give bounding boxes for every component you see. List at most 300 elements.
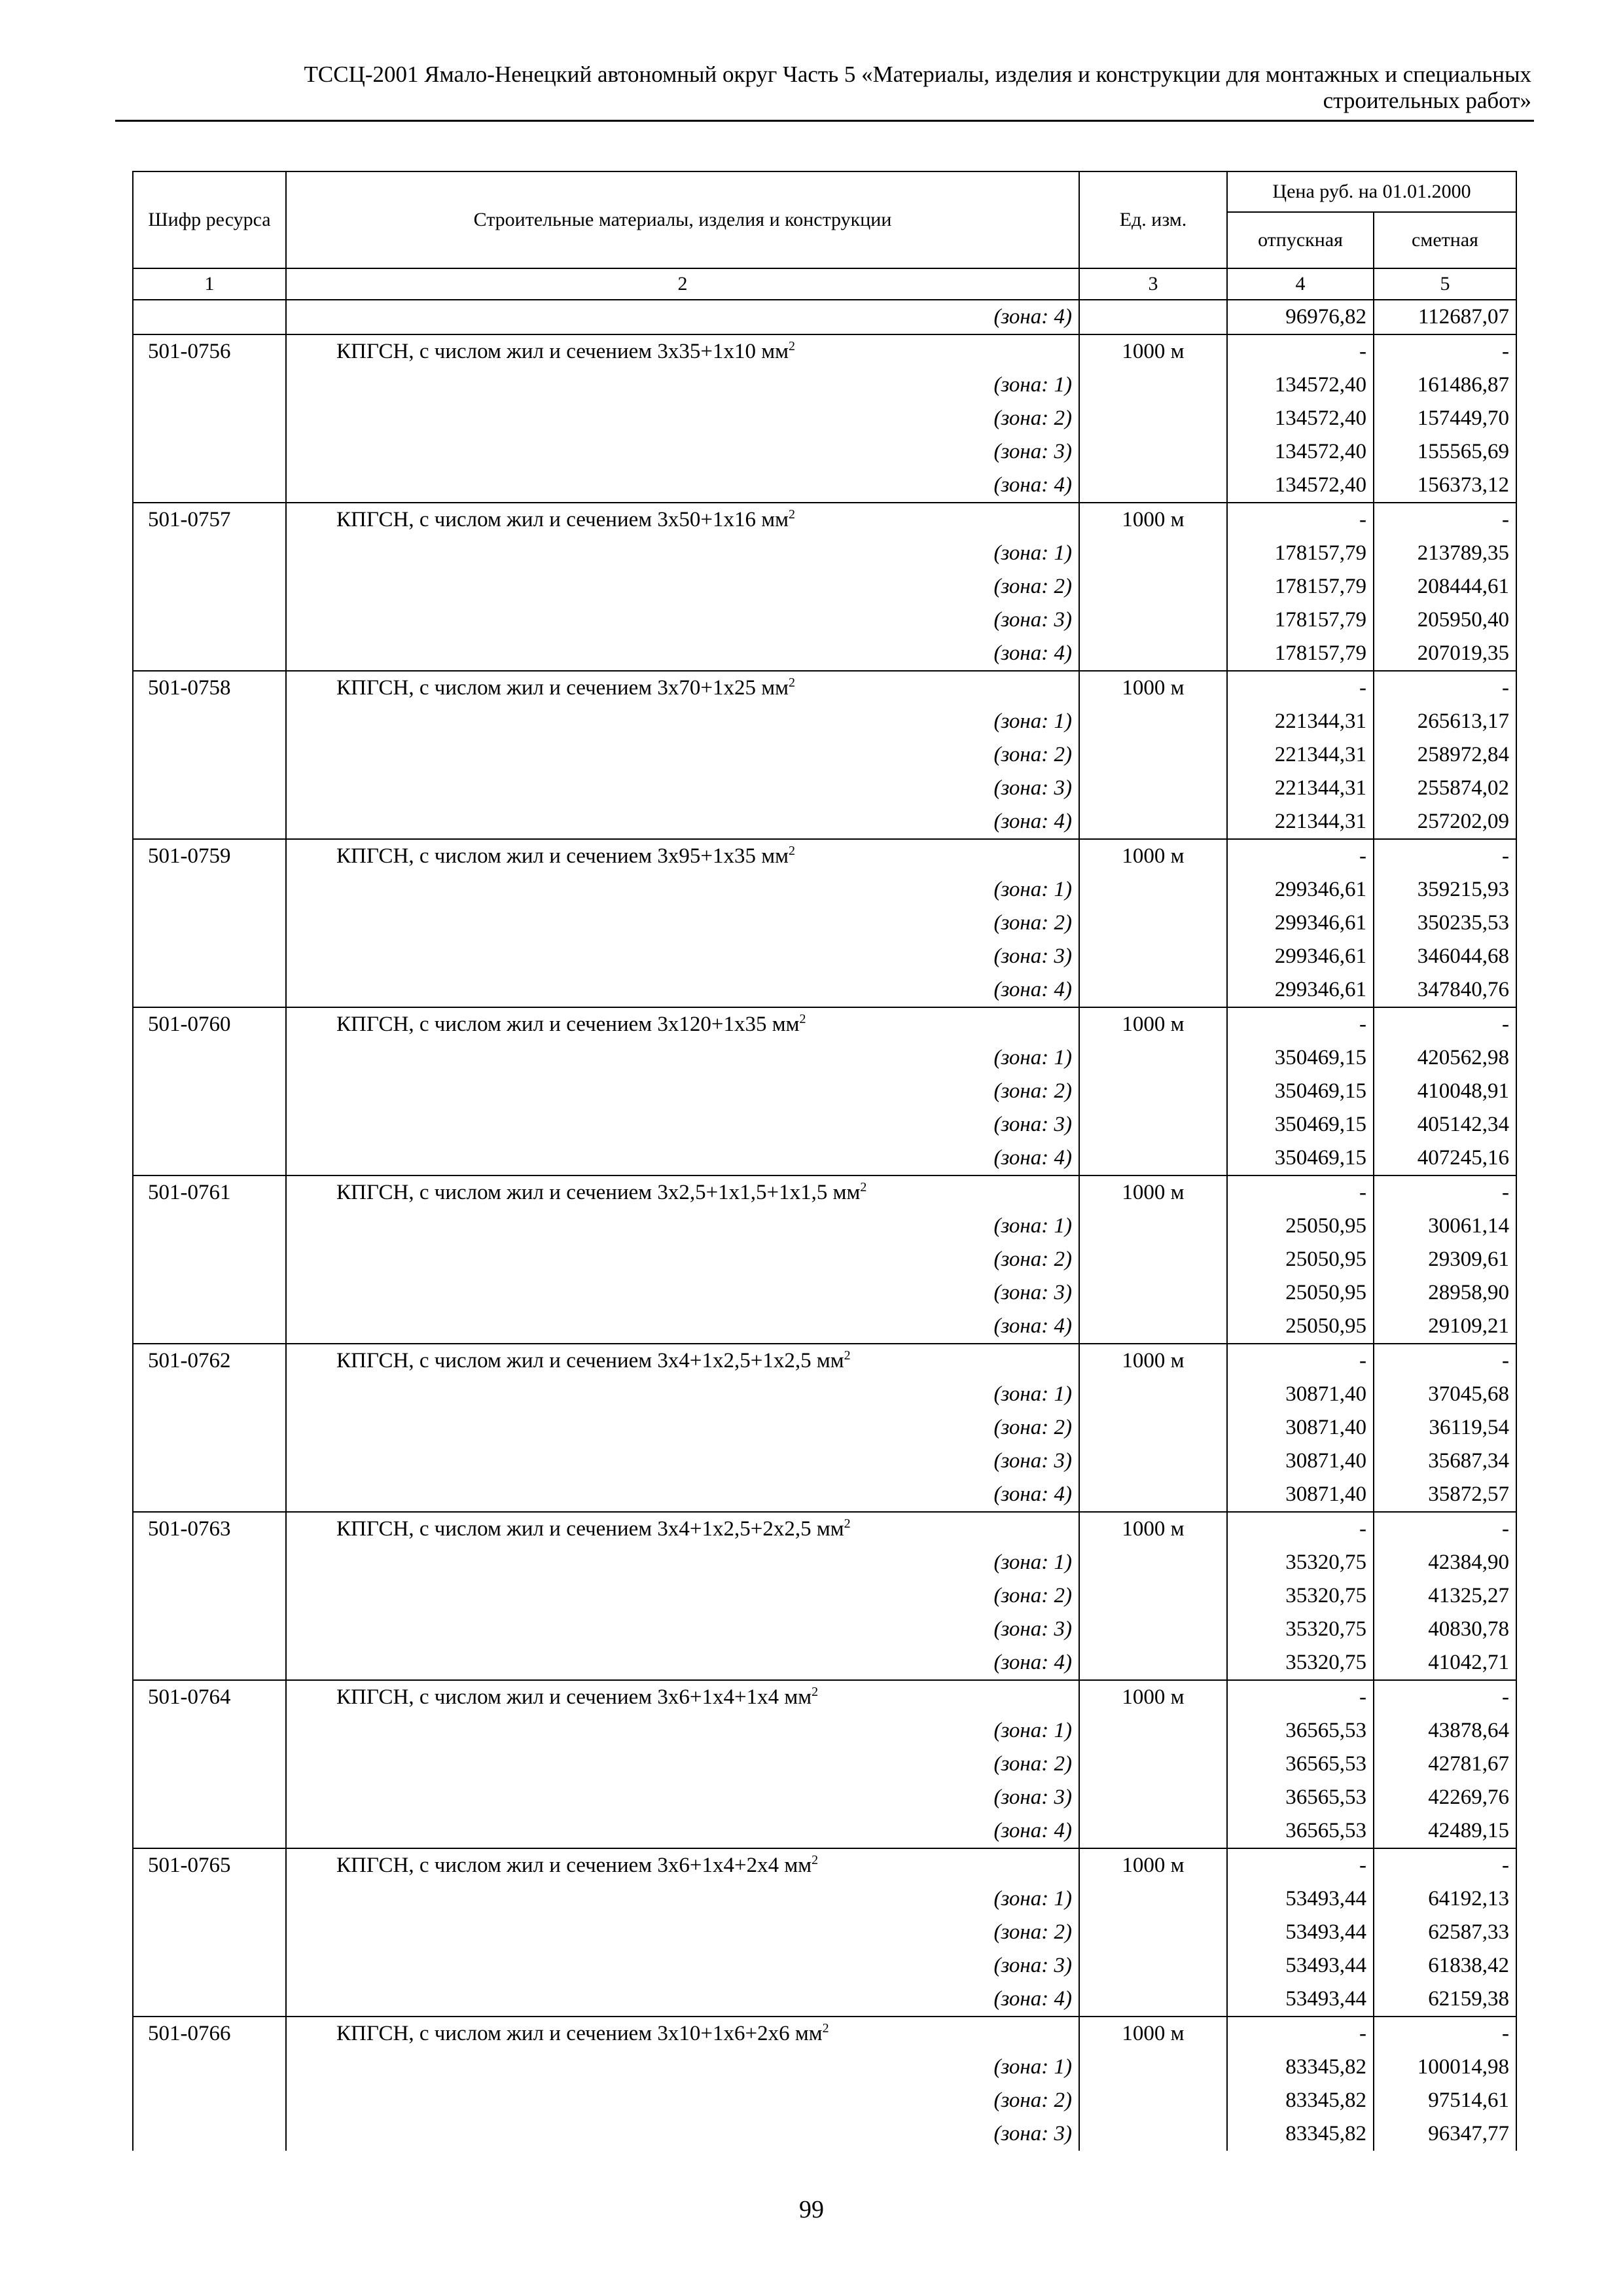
zone-label: (зона: 3) <box>286 435 1079 469</box>
zone-row <box>133 1210 1516 1243</box>
material-name <box>286 503 1079 537</box>
zone-row <box>133 1916 1516 1949</box>
release-price: - <box>1227 1175 1374 1210</box>
resource-code-cell <box>133 940 286 973</box>
material-name <box>286 1512 1079 1546</box>
unit-cell <box>1079 906 1227 940</box>
resource-code: 501-0756 <box>133 334 286 368</box>
zone-label: (зона: 2) <box>286 2084 1079 2117</box>
material-name <box>286 334 1079 368</box>
estimate-price: 359215,93 <box>1374 873 1516 906</box>
zone-label: (зона: 1) <box>286 705 1079 738</box>
material-name-text: КПГСН, с числом жил и сечением 3х120+1х35 мм <box>336 1013 800 1036</box>
unit-cell <box>1079 1075 1227 1108</box>
zone-label: (зона: 1) <box>286 537 1079 570</box>
zone-label: (зона: 4) <box>286 805 1079 839</box>
table-row <box>133 1848 1516 1882</box>
resource-code-cell <box>133 435 286 469</box>
estimate-price: 97514,61 <box>1374 2084 1516 2117</box>
zone-row <box>133 1041 1516 1075</box>
zone-label: (зона: 3) <box>286 2117 1079 2151</box>
superscript: 2 <box>822 2021 829 2036</box>
page-header <box>118 62 1531 115</box>
estimate-price: 42269,76 <box>1374 1781 1516 1814</box>
unit-cell <box>1079 1613 1227 1646</box>
resource-code-cell <box>133 1982 286 2017</box>
release-price: 36565,53 <box>1227 1714 1374 1748</box>
zone-label: (зона: 2) <box>286 1748 1079 1781</box>
col-number: 3 <box>1079 268 1227 300</box>
estimate-price: 96347,77 <box>1374 2117 1516 2151</box>
table-row <box>133 334 1516 368</box>
estimate-price: 255874,02 <box>1374 772 1516 805</box>
unit-cell <box>1079 973 1227 1007</box>
estimate-price: 213789,35 <box>1374 537 1516 570</box>
resource-code-cell <box>133 469 286 503</box>
zone-label: (зона: 3) <box>286 772 1079 805</box>
zone-row <box>133 1949 1516 1982</box>
table-row <box>133 1680 1516 1714</box>
resource-code-cell <box>133 1714 286 1748</box>
resource-code-cell <box>133 738 286 772</box>
resource-code-cell <box>133 1613 286 1646</box>
release-price: - <box>1227 1512 1374 1546</box>
col-number: 5 <box>1374 268 1516 300</box>
resource-code-cell <box>133 1276 286 1310</box>
release-price: - <box>1227 671 1374 705</box>
superscript: 2 <box>789 507 796 522</box>
resource-code: 501-0759 <box>133 839 286 873</box>
estimate-price: 36119,54 <box>1374 1411 1516 1444</box>
material-name-text: КПГСН, с числом жил и сечением 3х4+1х2,5+1х2,5 мм <box>336 1349 844 1372</box>
release-price: 350469,15 <box>1227 1041 1374 1075</box>
resource-code-cell <box>133 1210 286 1243</box>
zone-row <box>133 1411 1516 1444</box>
unit-cell <box>1079 2084 1227 2117</box>
unit-cell <box>1079 2117 1227 2151</box>
release-price: 350469,15 <box>1227 1141 1374 1175</box>
estimate-price: 29309,61 <box>1374 1243 1516 1276</box>
zone-row <box>133 435 1516 469</box>
unit-cell <box>1079 603 1227 637</box>
release-price: 36565,53 <box>1227 1748 1374 1781</box>
estimate-price: 346044,68 <box>1374 940 1516 973</box>
zone-row <box>133 570 1516 603</box>
header-title-line1: ТССЦ-2001 Ямало-Ненецкий автономный округ Часть 5 «Материалы, изделия и конструкции для монтажных и специальных <box>304 62 1531 87</box>
zone-row <box>133 1546 1516 1579</box>
estimate-price: 420562,98 <box>1374 1041 1516 1075</box>
estimate-price: - <box>1374 2017 1516 2051</box>
zone-row <box>133 402 1516 435</box>
zone-label: (зона: 4) <box>286 1478 1079 1512</box>
zone-label: (зона: 2) <box>286 1411 1079 1444</box>
unit-cell <box>1079 1814 1227 1848</box>
release-price: 53493,44 <box>1227 1949 1374 1982</box>
zone-label: (зона: 1) <box>286 1882 1079 1916</box>
material-name <box>286 671 1079 705</box>
resource-code: 501-0760 <box>133 1007 286 1041</box>
unit-cell: 1000 м <box>1079 1512 1227 1546</box>
estimate-price: - <box>1374 1007 1516 1041</box>
zone-label: (зона: 4) <box>286 1310 1079 1344</box>
release-price: 83345,82 <box>1227 2084 1374 2117</box>
unit-cell <box>1079 469 1227 503</box>
release-price: 134572,40 <box>1227 368 1374 402</box>
resource-code-cell <box>133 1814 286 1848</box>
zone-row <box>133 603 1516 637</box>
zone-row <box>133 873 1516 906</box>
col-header-unit: Ед. изм. <box>1079 171 1227 268</box>
unit-cell <box>1079 1949 1227 1982</box>
table-header <box>133 171 1516 300</box>
estimate-price: 62587,33 <box>1374 1916 1516 1949</box>
resource-code: 501-0765 <box>133 1848 286 1882</box>
estimate-price: 61838,42 <box>1374 1949 1516 1982</box>
unit-cell: 1000 м <box>1079 1848 1227 1882</box>
zone-label: (зона: 4) <box>286 1814 1079 1848</box>
resource-code-cell <box>133 1546 286 1579</box>
estimate-price: 29109,21 <box>1374 1310 1516 1344</box>
zone-label: (зона: 3) <box>286 1276 1079 1310</box>
release-price: 30871,40 <box>1227 1411 1374 1444</box>
resource-code-cell <box>133 2084 286 2117</box>
estimate-price: 208444,61 <box>1374 570 1516 603</box>
release-price: 350469,15 <box>1227 1075 1374 1108</box>
zone-label: (зона: 1) <box>286 1041 1079 1075</box>
estimate-price: 35687,34 <box>1374 1444 1516 1478</box>
estimate-price: 410048,91 <box>1374 1075 1516 1108</box>
material-name-text: КПГСН, с числом жил и сечением 3х50+1х16 мм <box>336 508 789 531</box>
resource-code-cell <box>133 603 286 637</box>
estimate-price: - <box>1374 1512 1516 1546</box>
zone-label: (зона: 1) <box>286 873 1079 906</box>
superscript: 2 <box>789 675 796 690</box>
resource-code-cell <box>133 772 286 805</box>
superscript: 2 <box>812 1853 819 1867</box>
release-price: 35320,75 <box>1227 1613 1374 1646</box>
zone-row <box>133 1613 1516 1646</box>
unit-cell: 1000 м <box>1079 671 1227 705</box>
zone-label: (зона: 4) <box>286 469 1079 503</box>
zone-label: (зона: 2) <box>286 906 1079 940</box>
zone-label: (зона: 3) <box>286 1613 1079 1646</box>
col-number: 2 <box>286 268 1079 300</box>
material-name <box>286 1344 1079 1378</box>
unit-cell <box>1079 1243 1227 1276</box>
zone-label: (зона: 4) <box>286 1141 1079 1175</box>
zone-label: (зона: 4) <box>286 973 1079 1007</box>
zone-label: (зона: 3) <box>286 940 1079 973</box>
release-price: 134572,40 <box>1227 435 1374 469</box>
resource-code: 501-0762 <box>133 1344 286 1378</box>
estimate-price: - <box>1374 503 1516 537</box>
estimate-price: 258972,84 <box>1374 738 1516 772</box>
unit-cell: 1000 м <box>1079 839 1227 873</box>
release-price: 96976,82 <box>1227 300 1374 334</box>
release-price: 53493,44 <box>1227 1982 1374 2017</box>
zone-row <box>133 1075 1516 1108</box>
estimate-price: 42384,90 <box>1374 1546 1516 1579</box>
zone-row <box>133 2051 1516 2084</box>
resource-code-cell <box>133 1748 286 1781</box>
resource-code-cell <box>133 1882 286 1916</box>
release-price: 53493,44 <box>1227 1916 1374 1949</box>
release-price: 25050,95 <box>1227 1210 1374 1243</box>
zone-row <box>133 705 1516 738</box>
estimate-price: 41325,27 <box>1374 1579 1516 1613</box>
price-table <box>132 171 1517 2151</box>
resource-code: 501-0757 <box>133 503 286 537</box>
resource-code-cell <box>133 1310 286 1344</box>
unit-cell <box>1079 402 1227 435</box>
material-name-text: КПГСН, с числом жил и сечением 3х35+1х10 мм <box>336 340 789 363</box>
estimate-price: 207019,35 <box>1374 637 1516 671</box>
resource-code-cell <box>133 1646 286 1680</box>
estimate-price: 40830,78 <box>1374 1613 1516 1646</box>
col-header-price-group: Цена руб. на 01.01.2000 <box>1227 171 1516 212</box>
resource-code-cell <box>133 1411 286 1444</box>
resource-code-cell <box>133 570 286 603</box>
unit-cell <box>1079 368 1227 402</box>
zone-label: (зона: 2) <box>286 1075 1079 1108</box>
unit-cell <box>1079 1982 1227 2017</box>
estimate-price: 30061,14 <box>1374 1210 1516 1243</box>
col-header-name: Строительные материалы, изделия и конструкции <box>286 171 1079 268</box>
zone-label: (зона: 1) <box>286 1714 1079 1748</box>
table-row <box>133 671 1516 705</box>
release-price: 299346,61 <box>1227 873 1374 906</box>
estimate-price: - <box>1374 1175 1516 1210</box>
zone-label: (зона: 2) <box>286 738 1079 772</box>
col-header-release: отпускная <box>1227 212 1374 268</box>
zone-row <box>133 1243 1516 1276</box>
estimate-price: 257202,09 <box>1374 805 1516 839</box>
resource-code-cell <box>133 1949 286 1982</box>
superscript: 2 <box>860 1180 867 1194</box>
material-name-text: КПГСН, с числом жил и сечением 3х2,5+1х1,5+1х1,5 мм <box>336 1181 861 1204</box>
unit-cell <box>1079 705 1227 738</box>
unit-cell: 1000 м <box>1079 503 1227 537</box>
col-header-code: Шифр ресурса <box>133 171 286 268</box>
resource-code-cell <box>133 1444 286 1478</box>
zone-label: (зона: 4) <box>286 1982 1079 2017</box>
estimate-price: - <box>1374 1680 1516 1714</box>
estimate-price: 157449,70 <box>1374 402 1516 435</box>
release-price: 134572,40 <box>1227 402 1374 435</box>
unit-cell <box>1079 738 1227 772</box>
unit-cell <box>1079 1748 1227 1781</box>
material-name-text: КПГСН, с числом жил и сечением 3х6+1х4+2х4 мм <box>336 1854 812 1877</box>
release-price: - <box>1227 1680 1374 1714</box>
unit-cell <box>1079 1444 1227 1478</box>
resource-code-cell <box>133 1579 286 1613</box>
zone-label: (зона: 4) <box>286 1646 1079 1680</box>
unit-cell <box>1079 2051 1227 2084</box>
release-price: - <box>1227 2017 1374 2051</box>
material-name <box>286 1848 1079 1882</box>
estimate-price: 28958,90 <box>1374 1276 1516 1310</box>
zone-row <box>133 368 1516 402</box>
unit-cell: 1000 м <box>1079 1344 1227 1378</box>
zone-label: (зона: 4) <box>286 300 1079 334</box>
unit-cell: 1000 м <box>1079 2017 1227 2051</box>
resource-code-cell <box>133 1781 286 1814</box>
release-price: 221344,31 <box>1227 705 1374 738</box>
release-price: 178157,79 <box>1227 637 1374 671</box>
zone-row <box>133 940 1516 973</box>
unit-cell <box>1079 1478 1227 1512</box>
release-price: 83345,82 <box>1227 2051 1374 2084</box>
estimate-price: 62159,38 <box>1374 1982 1516 2017</box>
release-price: 178157,79 <box>1227 570 1374 603</box>
material-name <box>286 1680 1079 1714</box>
estimate-price: 35872,57 <box>1374 1478 1516 1512</box>
zone-label: (зона: 2) <box>286 1579 1079 1613</box>
superscript: 2 <box>844 1516 851 1531</box>
zone-row <box>133 537 1516 570</box>
resource-code-cell <box>133 368 286 402</box>
resource-code-cell <box>133 1378 286 1411</box>
unit-cell <box>1079 1041 1227 1075</box>
unit-cell <box>1079 570 1227 603</box>
zone-row <box>133 1579 1516 1613</box>
zone-row <box>133 1444 1516 1478</box>
resource-code-cell <box>133 906 286 940</box>
release-price: 83345,82 <box>1227 2117 1374 2151</box>
material-name <box>286 839 1079 873</box>
resource-code: 501-0764 <box>133 1680 286 1714</box>
unit-cell <box>1079 1276 1227 1310</box>
zone-row <box>133 1478 1516 1512</box>
release-price: 350469,15 <box>1227 1108 1374 1141</box>
zone-label: (зона: 2) <box>286 570 1079 603</box>
unit-cell <box>1079 772 1227 805</box>
zone-row <box>133 1378 1516 1411</box>
estimate-price: - <box>1374 671 1516 705</box>
superscript: 2 <box>789 844 796 858</box>
release-price: 30871,40 <box>1227 1444 1374 1478</box>
resource-code-cell <box>133 705 286 738</box>
material-name-text: КПГСН, с числом жил и сечением 3х6+1х4+1х4 мм <box>336 1685 812 1709</box>
estimate-price: 350235,53 <box>1374 906 1516 940</box>
resource-code-cell <box>133 1041 286 1075</box>
unit-cell <box>1079 1310 1227 1344</box>
table-row <box>133 1175 1516 1210</box>
unit-cell <box>1079 1781 1227 1814</box>
estimate-price: - <box>1374 839 1516 873</box>
estimate-price: 405142,34 <box>1374 1108 1516 1141</box>
zone-row <box>133 973 1516 1007</box>
resource-code-cell <box>133 2117 286 2151</box>
header-rule <box>115 120 1534 122</box>
resource-code: 501-0766 <box>133 2017 286 2051</box>
zone-row <box>133 1781 1516 1814</box>
zone-label: (зона: 1) <box>286 2051 1079 2084</box>
unit-cell: 1000 м <box>1079 334 1227 368</box>
unit-cell: 1000 м <box>1079 1175 1227 1210</box>
release-price: 35320,75 <box>1227 1579 1374 1613</box>
zone-row <box>133 1982 1516 2017</box>
estimate-price: 156373,12 <box>1374 469 1516 503</box>
superscript: 2 <box>844 1348 851 1363</box>
table-row <box>133 1007 1516 1041</box>
release-price: 25050,95 <box>1227 1276 1374 1310</box>
resource-code-cell <box>133 402 286 435</box>
resource-code-cell <box>133 1141 286 1175</box>
superscript: 2 <box>799 1012 806 1026</box>
zone-row <box>133 906 1516 940</box>
unit-cell <box>1079 537 1227 570</box>
superscript: 2 <box>812 1685 819 1699</box>
unit-cell <box>1079 1882 1227 1916</box>
resource-code-cell <box>133 300 286 334</box>
unit-cell <box>1079 1916 1227 1949</box>
unit-cell <box>1079 1579 1227 1613</box>
unit-cell <box>1079 1108 1227 1141</box>
unit-cell <box>1079 873 1227 906</box>
estimate-price: 347840,76 <box>1374 973 1516 1007</box>
release-price: 221344,31 <box>1227 805 1374 839</box>
release-price: 30871,40 <box>1227 1478 1374 1512</box>
unit-cell <box>1079 435 1227 469</box>
release-price: 36565,53 <box>1227 1814 1374 1848</box>
zone-label: (зона: 1) <box>286 1210 1079 1243</box>
resource-code-cell <box>133 1478 286 1512</box>
table-row <box>133 1344 1516 1378</box>
resource-code-cell <box>133 1916 286 1949</box>
material-name-text: КПГСН, с числом жил и сечением 3х10+1х6+2х6 мм <box>336 2022 823 2045</box>
table-row <box>133 300 1516 334</box>
estimate-price: 407245,16 <box>1374 1141 1516 1175</box>
resource-code-cell <box>133 537 286 570</box>
unit-cell <box>1079 1714 1227 1748</box>
zone-row <box>133 1882 1516 1916</box>
zone-row <box>133 469 1516 503</box>
zone-row <box>133 1310 1516 1344</box>
table-body <box>133 300 1516 2151</box>
resource-code: 501-0761 <box>133 1175 286 1210</box>
zone-label: (зона: 3) <box>286 1781 1079 1814</box>
release-price: 53493,44 <box>1227 1882 1374 1916</box>
table-row <box>133 503 1516 537</box>
material-name <box>286 1175 1079 1210</box>
resource-code-cell <box>133 1243 286 1276</box>
page-number: 99 <box>799 2196 824 2223</box>
unit-cell: 1000 м <box>1079 1680 1227 1714</box>
release-price: 221344,31 <box>1227 772 1374 805</box>
release-price: 178157,79 <box>1227 603 1374 637</box>
superscript: 2 <box>789 339 796 353</box>
resource-code-cell <box>133 1075 286 1108</box>
zone-label: (зона: 3) <box>286 1444 1079 1478</box>
resource-code-cell <box>133 805 286 839</box>
estimate-price: - <box>1374 334 1516 368</box>
zone-row <box>133 2117 1516 2151</box>
release-price: 25050,95 <box>1227 1243 1374 1276</box>
resource-code-cell <box>133 637 286 671</box>
release-price: 178157,79 <box>1227 537 1374 570</box>
unit-cell <box>1079 1378 1227 1411</box>
release-price: - <box>1227 1848 1374 1882</box>
zone-label: (зона: 4) <box>286 637 1079 671</box>
release-price: 299346,61 <box>1227 906 1374 940</box>
zone-row <box>133 1714 1516 1748</box>
release-price: 221344,31 <box>1227 738 1374 772</box>
col-header-estimate: сметная <box>1374 212 1516 268</box>
zone-row <box>133 1276 1516 1310</box>
resource-code-cell <box>133 973 286 1007</box>
table-row <box>133 2017 1516 2051</box>
